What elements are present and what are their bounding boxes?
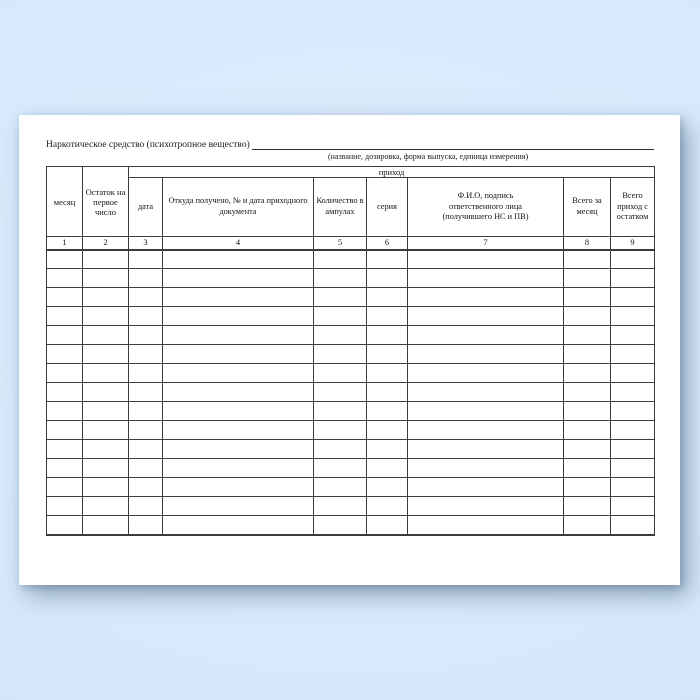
empty-cell: [163, 459, 314, 478]
title-line-caption: (название, дозировка, форма выпуска, единица измерения): [328, 152, 529, 161]
empty-cell: [408, 326, 564, 345]
empty-cell: [47, 478, 83, 497]
empty-cell: [367, 383, 408, 402]
document-page: [19, 115, 680, 585]
empty-cell: [129, 421, 163, 440]
empty-data-row: [47, 383, 655, 402]
col-number: 3: [129, 237, 163, 250]
empty-cell: [129, 478, 163, 497]
empty-cell: [129, 288, 163, 307]
empty-cell: [611, 345, 655, 364]
empty-cell: [564, 364, 611, 383]
empty-cell: [163, 269, 314, 288]
empty-cell: [163, 288, 314, 307]
empty-cell: [129, 459, 163, 478]
empty-cell: [367, 402, 408, 421]
empty-cell: [83, 288, 129, 307]
empty-cell: [611, 269, 655, 288]
empty-cell: [163, 497, 314, 516]
empty-cell: [314, 383, 367, 402]
prihod-group-row: [47, 167, 655, 178]
empty-cell: [611, 516, 655, 535]
empty-cell: [564, 345, 611, 364]
empty-cell: [408, 364, 564, 383]
empty-cell: [83, 250, 129, 269]
empty-cell: [564, 307, 611, 326]
empty-cell: [314, 440, 367, 459]
empty-cell: [314, 288, 367, 307]
empty-cell: [83, 345, 129, 364]
col-header-month: месяц: [47, 167, 83, 237]
empty-cell: [611, 326, 655, 345]
empty-cell: [408, 516, 564, 535]
prihod-group-header: приход: [129, 167, 655, 178]
empty-cell: [163, 345, 314, 364]
empty-cell: [367, 478, 408, 497]
empty-cell: [408, 497, 564, 516]
empty-cell: [163, 402, 314, 421]
empty-cell: [314, 421, 367, 440]
empty-cell: [163, 478, 314, 497]
empty-data-row: [47, 440, 655, 459]
empty-cell: [83, 478, 129, 497]
empty-cell: [564, 402, 611, 421]
empty-cell: [47, 307, 83, 326]
empty-cell: [611, 421, 655, 440]
empty-cell: [47, 459, 83, 478]
empty-cell: [367, 288, 408, 307]
empty-cell: [163, 307, 314, 326]
empty-cell: [408, 345, 564, 364]
empty-cell: [367, 440, 408, 459]
empty-cell: [564, 326, 611, 345]
empty-cell: [47, 497, 83, 516]
empty-cell: [129, 440, 163, 459]
empty-cell: [83, 516, 129, 535]
empty-cell: [83, 269, 129, 288]
empty-cell: [408, 307, 564, 326]
col-header-quantity-ampoules: Количество в ампулах: [314, 178, 367, 237]
empty-cell: [129, 402, 163, 421]
empty-cell: [314, 250, 367, 269]
empty-cell: [408, 288, 564, 307]
empty-cell: [408, 269, 564, 288]
col-number: 6: [367, 237, 408, 250]
empty-cell: [611, 364, 655, 383]
empty-cell: [314, 459, 367, 478]
empty-cell: [314, 307, 367, 326]
empty-cell: [408, 402, 564, 421]
col-header-responsible-person: Ф.И.О, подпись ответственного лица (получившего НС и ПВ): [408, 178, 564, 237]
column-numbers-row: [47, 237, 655, 250]
empty-cell: [47, 250, 83, 269]
empty-cell: [47, 383, 83, 402]
empty-data-row: [47, 402, 655, 421]
empty-data-row: [47, 459, 655, 478]
empty-cell: [163, 421, 314, 440]
narcotics-register-table: [46, 166, 655, 536]
empty-cell: [564, 516, 611, 535]
empty-cell: [611, 402, 655, 421]
empty-cell: [83, 497, 129, 516]
empty-cell: [83, 459, 129, 478]
col-header-source-document: Откуда получено, № и дата приходного документа: [163, 178, 314, 237]
empty-cell: [564, 269, 611, 288]
empty-data-row: [47, 269, 655, 288]
empty-cell: [611, 307, 655, 326]
empty-data-row: [47, 326, 655, 345]
empty-cell: [83, 421, 129, 440]
col-header-series: серия: [367, 178, 408, 237]
empty-cell: [611, 383, 655, 402]
empty-cell: [83, 364, 129, 383]
empty-cell: [611, 440, 655, 459]
empty-data-row: [47, 250, 655, 269]
table-header: [47, 167, 655, 250]
empty-cell: [611, 250, 655, 269]
empty-cell: [367, 250, 408, 269]
empty-cell: [367, 421, 408, 440]
empty-cell: [47, 402, 83, 421]
empty-cell: [564, 421, 611, 440]
empty-cell: [367, 307, 408, 326]
empty-cell: [129, 250, 163, 269]
empty-cell: [611, 459, 655, 478]
col-header-date: дата: [129, 178, 163, 237]
empty-cell: [47, 421, 83, 440]
col-number: 1: [47, 237, 83, 250]
empty-cell: [564, 440, 611, 459]
empty-cell: [129, 345, 163, 364]
empty-data-row: [47, 307, 655, 326]
empty-cell: [367, 516, 408, 535]
empty-cell: [611, 497, 655, 516]
col-number: 4: [163, 237, 314, 250]
empty-cell: [611, 478, 655, 497]
empty-cell: [83, 383, 129, 402]
empty-cell: [408, 478, 564, 497]
table-body: [47, 250, 655, 535]
empty-cell: [47, 269, 83, 288]
empty-cell: [564, 497, 611, 516]
empty-cell: [564, 459, 611, 478]
empty-cell: [611, 288, 655, 307]
empty-cell: [47, 440, 83, 459]
col-header-total-with-balance: Всего приход с остатком: [611, 178, 655, 237]
col-number: 2: [83, 237, 129, 250]
empty-cell: [47, 516, 83, 535]
title-blank-line: [252, 141, 654, 150]
empty-cell: [314, 364, 367, 383]
empty-cell: [129, 497, 163, 516]
empty-cell: [163, 326, 314, 345]
empty-cell: [314, 345, 367, 364]
empty-cell: [129, 364, 163, 383]
empty-cell: [564, 478, 611, 497]
empty-cell: [564, 250, 611, 269]
empty-cell: [367, 497, 408, 516]
empty-cell: [314, 269, 367, 288]
empty-cell: [83, 326, 129, 345]
empty-cell: [367, 326, 408, 345]
empty-cell: [83, 402, 129, 421]
empty-data-row: [47, 478, 655, 497]
empty-cell: [163, 250, 314, 269]
col-number: 8: [564, 237, 611, 250]
empty-data-row: [47, 421, 655, 440]
empty-cell: [47, 364, 83, 383]
empty-cell: [408, 383, 564, 402]
empty-cell: [129, 269, 163, 288]
empty-data-row: [47, 288, 655, 307]
column-headers-row: [47, 178, 655, 237]
empty-cell: [367, 269, 408, 288]
empty-cell: [314, 326, 367, 345]
empty-cell: [129, 516, 163, 535]
empty-data-row: [47, 345, 655, 364]
empty-data-row: [47, 364, 655, 383]
empty-cell: [314, 516, 367, 535]
empty-cell: [129, 326, 163, 345]
empty-cell: [367, 345, 408, 364]
empty-cell: [83, 440, 129, 459]
empty-cell: [408, 459, 564, 478]
empty-cell: [367, 364, 408, 383]
col-number: 7: [408, 237, 564, 250]
empty-cell: [408, 440, 564, 459]
empty-cell: [367, 459, 408, 478]
empty-cell: [129, 383, 163, 402]
empty-cell: [408, 250, 564, 269]
empty-cell: [83, 307, 129, 326]
empty-cell: [163, 516, 314, 535]
empty-cell: [163, 364, 314, 383]
empty-cell: [163, 440, 314, 459]
document-title-row: [46, 140, 654, 150]
empty-cell: [314, 497, 367, 516]
col-header-balance-first-day: Остаток на первое число: [83, 167, 129, 237]
empty-cell: [314, 402, 367, 421]
document-title: Наркотическое средство (психотропное вещество): [46, 140, 250, 150]
empty-cell: [47, 326, 83, 345]
empty-cell: [564, 383, 611, 402]
empty-cell: [163, 383, 314, 402]
col-number: 9: [611, 237, 655, 250]
empty-data-row: [47, 516, 655, 535]
col-header-total-month: Всего за месяц: [564, 178, 611, 237]
empty-cell: [47, 288, 83, 307]
empty-cell: [129, 307, 163, 326]
empty-cell: [314, 478, 367, 497]
empty-cell: [564, 288, 611, 307]
empty-data-row: [47, 497, 655, 516]
col-number: 5: [314, 237, 367, 250]
empty-cell: [47, 345, 83, 364]
empty-cell: [408, 421, 564, 440]
